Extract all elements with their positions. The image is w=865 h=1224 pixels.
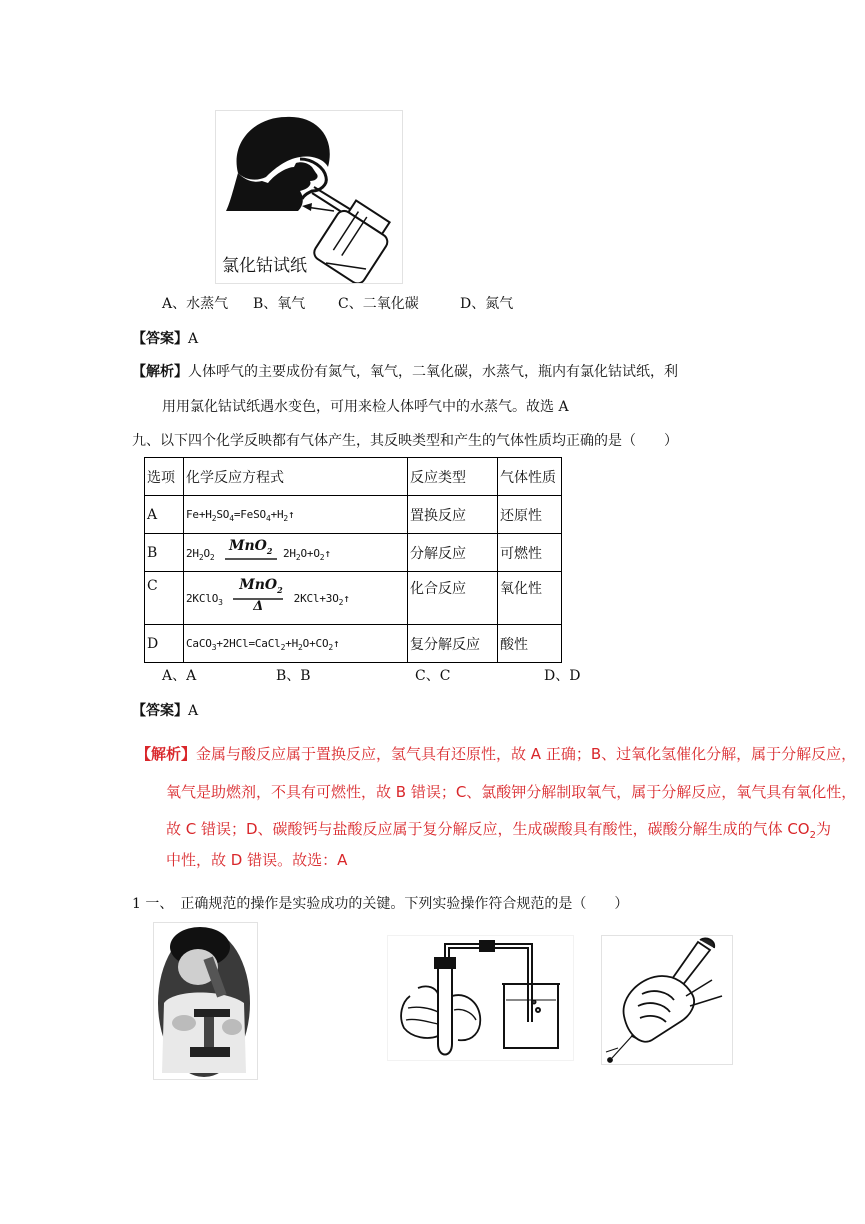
catalyst: MnO (229, 537, 267, 554)
row-equation: $2H_2O_2$ MnO$_2$ $2H_2O+O_2↑$ (184, 534, 408, 572)
gas-tube-beaker-illustration (388, 936, 573, 1060)
table-row (145, 625, 562, 663)
answer-tag: 【答案】 (132, 703, 188, 719)
q9-option-a: A、A (162, 668, 197, 684)
q9-option-b: B、B (276, 668, 311, 684)
q9-analysis-line4: 中性，故 D 错误。故选：A (166, 851, 348, 869)
q9-option-d: D、D (544, 668, 581, 684)
q11-stem: 1 一、 正确规范的操作是实验成功的关键。下列实验操作符合规范的是（ ） (132, 896, 629, 912)
answer-value: A (188, 331, 199, 347)
analysis-text: 人体呼气的主要成份有氮气，氧气，二氧化碳，水蒸气，瓶内有氯化钴试纸，利 (188, 364, 678, 380)
q9-option-c: C、C (415, 668, 451, 684)
row-gas-property: 氧化性 (498, 572, 562, 625)
q8-option-c: C、二氧化碳 (338, 296, 419, 312)
q9-analysis-line2: 氧气是助燃剂，不具有可燃性，故 B 错误；C、氯酸钾分解制取氧气，属于分解反应，氧气具有氧化性， (166, 783, 857, 801)
q8-analysis-line1 (132, 363, 678, 381)
header-equation: 化学反应方程式 (184, 458, 408, 496)
q8-option-d: D、氮气 (460, 296, 514, 312)
q8-option-b: B、氧气 (253, 296, 306, 312)
catalyst: MnO (239, 577, 278, 593)
table-row (145, 534, 562, 572)
row-equation: $CaCO_3+2HCl=CaCl_2+H_2O+CO_2↑$ (184, 625, 408, 663)
row-equation: 2KClO$_3$ MnO$_2$ Δ $2KCl+3O_2↑$ (184, 572, 408, 625)
row-gas-property: 可燃性 (498, 534, 562, 572)
microscope-illustration (154, 923, 257, 1079)
catalyst-sub: 2 (266, 545, 273, 556)
q8-analysis-line2: 用用氯化钴试纸遇水变色，可用来检人体呼气中的水蒸气。故选 A (162, 399, 569, 415)
row-reaction-type: 复分解反应 (408, 625, 498, 663)
q9-answer (132, 702, 198, 720)
row-option: D (145, 625, 184, 663)
catalyst-sub: 2 (277, 584, 283, 595)
row-gas-property: 酸性 (498, 625, 562, 663)
airtightness-check-figure (387, 935, 574, 1061)
header-option: 选项 (145, 458, 184, 496)
q8-answer (132, 330, 198, 348)
table-row (145, 496, 562, 534)
heat-symbol: Δ (253, 599, 264, 614)
answer-value: A (188, 703, 199, 719)
row-equation: $Fe+H_2SO_4=FeSO_4+H_2↑$ (184, 496, 408, 534)
figure-label-cobalt-paper: 氯化钴试纸 (222, 256, 307, 276)
analysis-text: 故 C 错误；D、碳酸钙与盐酸反应属于复分解反应，生成碳酸具有酸性，碳酸分解生成的气体 CO (166, 820, 810, 838)
breathing-experiment-figure (215, 110, 403, 284)
row-reaction-type: 置换反应 (408, 496, 498, 534)
row-gas-property: 还原性 (498, 496, 562, 534)
reaction-table (144, 457, 562, 663)
row-option: B (145, 534, 184, 572)
q8-option-a: A、水蒸气 (162, 296, 229, 312)
header-reaction-type: 反应类型 (408, 458, 498, 496)
header-gas-property: 气体性质 (498, 458, 562, 496)
row-option: A (145, 496, 184, 534)
analysis-text: 金属与酸反应属于置换反应，氢气具有还原性，故 A 正确；B、过氧化氢催化分解，属于分解反应， (196, 745, 857, 763)
microscope-figure (153, 922, 258, 1080)
analysis-text-end: 为 (816, 820, 832, 838)
table-row (145, 572, 562, 625)
row-option: C (145, 572, 184, 625)
analysis-tag: 【解析】 (136, 745, 197, 763)
q9-analysis-line3: 故 C 错误；D、碳酸钙与盐酸反应属于复分解反应，生成碳酸具有酸性，碳酸分解生成的气体 $CO_2$为 (166, 820, 832, 841)
dropper-figure (601, 935, 733, 1065)
table-header-row (145, 458, 562, 496)
dropper-illustration (602, 936, 732, 1064)
row-reaction-type: 化合反应 (408, 572, 498, 625)
q9-analysis-line1 (136, 744, 856, 764)
answer-tag: 【答案】 (132, 331, 188, 347)
analysis-tag: 【解析】 (132, 364, 188, 380)
row-reaction-type: 分解反应 (408, 534, 498, 572)
q9-stem: 九、以下四个化学反映都有气体产生，其反映类型和产生的气体性质均正确的是（ ） (132, 433, 678, 449)
